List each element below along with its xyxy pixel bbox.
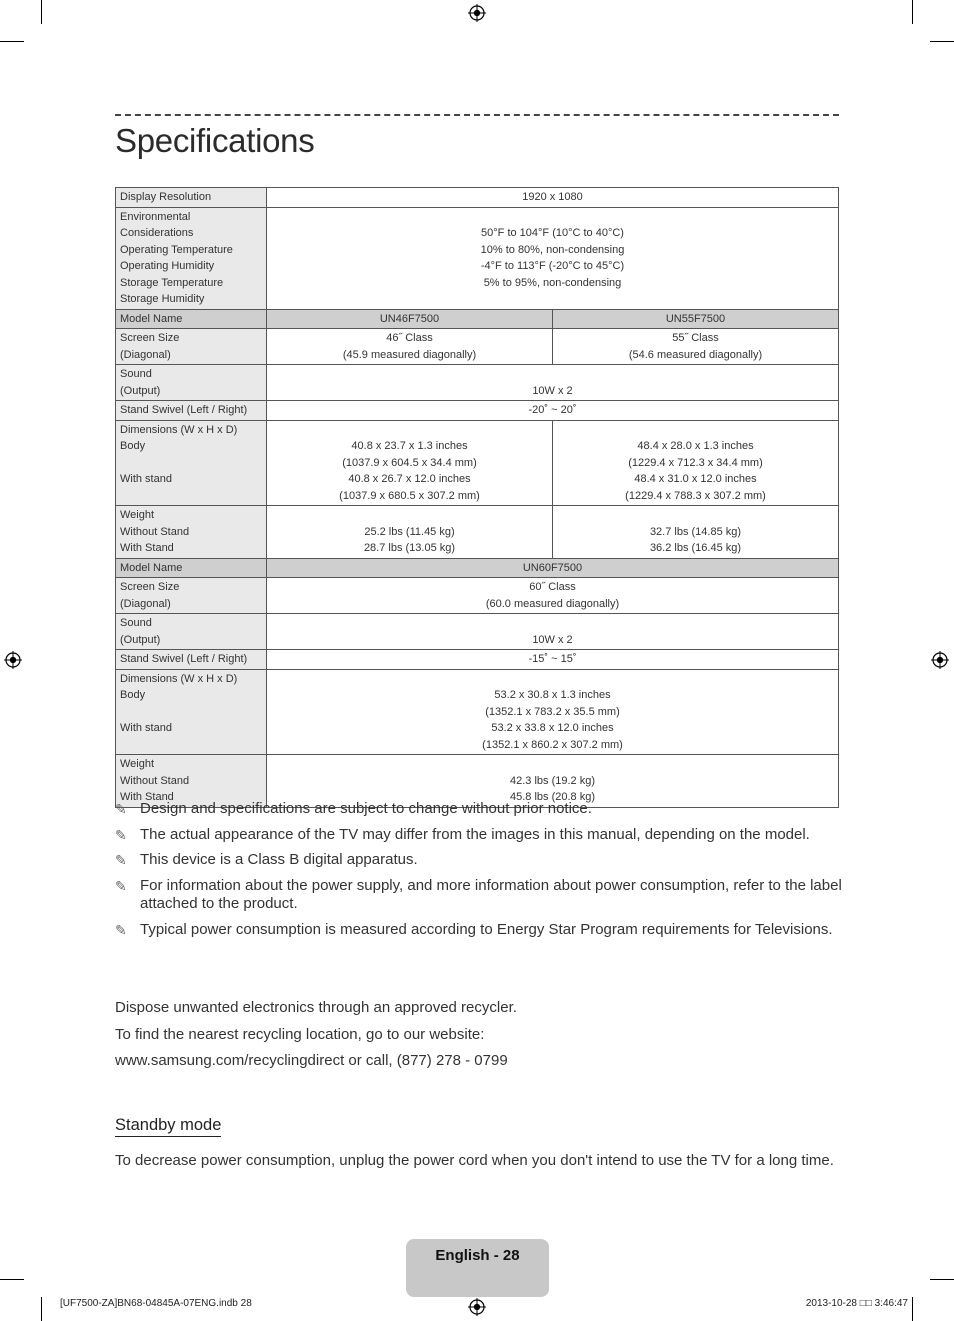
note-text: This device is a Class B digital apparatus. <box>140 851 418 868</box>
registration-mark-icon <box>468 4 486 22</box>
row-value: 60˝ Class (60.0 measured diagonally) <box>267 578 839 614</box>
table-row <box>116 207 839 309</box>
footer-file-info: [UF7500-ZA]BN68-04845A-07ENG.indb 28 <box>60 1298 252 1309</box>
registration-mark-icon <box>4 651 22 669</box>
title-dashed-rule <box>115 114 839 116</box>
note-text: The actual appearance of the TV may differ from the images in this manual, depending on the model. <box>140 825 810 843</box>
row-value: 40.8 x 23.7 x 1.3 inches (1037.9 x 604.5 x 34.4 mm) 40.8 x 26.7 x 12.0 inches (1037.9 x 680.5 x 307.2 mm) <box>267 420 553 506</box>
footer-timestamp: 2013-10-28 □□ 3:46:47 <box>805 1298 908 1309</box>
row-value: 32.7 lbs (14.85 kg) 36.2 lbs (16.45 kg) <box>553 506 839 559</box>
note-text: For information about the power supply, and more information about power consumption, refer to the label attached to the product. <box>140 876 842 912</box>
list-item <box>115 800 845 819</box>
row-value: -20˚ ~ 20˚ <box>267 401 839 421</box>
list-item <box>115 921 845 940</box>
row-label: Screen Size (Diagonal) <box>116 329 267 365</box>
crop-mark <box>41 0 42 24</box>
row-label: Environmental Considerations Operating Temperature Operating Humidity Storage Temperature Storage Humidity <box>116 207 267 309</box>
crop-mark <box>930 1279 954 1280</box>
row-label: Screen Size (Diagonal) <box>116 578 267 614</box>
page-number: English - 28 <box>406 1239 549 1297</box>
pencil-note-icon: ✎ <box>115 921 127 938</box>
table-row <box>116 329 839 365</box>
model-name-row: Model Name UN46F7500 UN55F7500 <box>116 309 839 329</box>
page-title: Specifications <box>115 122 315 159</box>
crop-mark <box>41 1297 42 1321</box>
row-value: 48.4 x 28.0 x 1.3 inches (1229.4 x 712.3 x 34.4 mm) 48.4 x 31.0 x 12.0 inches (1229.4 x 788.3 x 307.2 mm) <box>553 420 839 506</box>
note-text: Design and specifications are subject to change without prior notice. <box>140 800 592 817</box>
registration-mark-icon <box>468 1298 486 1316</box>
list-item <box>115 851 845 870</box>
notes-list <box>115 800 845 946</box>
table-row <box>116 420 839 506</box>
standby-heading: Standby mode <box>115 1116 221 1137</box>
recycle-text: To find the nearest recycling location, go to our website: <box>115 1026 485 1043</box>
row-label: Dimensions (W x H x D) Body With stand <box>116 420 267 506</box>
model-name-row: Model Name UN60F7500 <box>116 558 839 578</box>
row-value: 53.2 x 30.8 x 1.3 inches (1352.1 x 783.2 x 35.5 mm) 53.2 x 33.8 x 12.0 inches (1352.1 x 860.2 x 307.2 mm) <box>267 669 839 755</box>
specifications-table <box>115 187 839 808</box>
pencil-note-icon: ✎ <box>115 826 127 843</box>
pencil-note-icon: ✎ <box>115 852 127 868</box>
row-value: 1920 x 1080 <box>267 188 839 208</box>
recycle-link: www.samsung.com/recyclingdirect or call, (877) 278 - 0799 <box>115 1052 508 1069</box>
table-row <box>116 365 839 401</box>
recycle-text: Dispose unwanted electronics through an approved recycler. <box>115 999 517 1016</box>
row-label: Display Resolution <box>116 188 267 208</box>
standby-text: To decrease power consumption, unplug the power cord when you don't intend to use the TV for a long time. <box>115 1152 834 1169</box>
list-item <box>115 826 845 845</box>
row-label: Weight Without Stand With Stand <box>116 755 267 808</box>
row-value: 10W x 2 <box>267 365 839 401</box>
row-value: 42.3 lbs (19.2 kg) 45.8 lbs (20.8 kg) <box>267 755 839 808</box>
table-row <box>116 188 839 208</box>
table-row <box>116 669 839 755</box>
row-value: 50°F to 104°F (10°C to 40°C) 10% to 80%, non-condensing -4°F to 113°F (-20°C to 45°C) 5% to 95%, non-condensing <box>267 207 839 309</box>
table-row <box>116 401 839 421</box>
row-label: Sound (Output) <box>116 614 267 650</box>
table-row <box>116 578 839 614</box>
pencil-note-icon: ✎ <box>115 877 127 894</box>
row-label: Stand Swivel (Left / Right) <box>116 650 267 670</box>
row-value: 55˝ Class (54.6 measured diagonally) <box>553 329 839 365</box>
row-label: Weight Without Stand With Stand <box>116 506 267 559</box>
registration-mark-icon <box>931 651 949 669</box>
table-row <box>116 506 839 559</box>
crop-mark <box>912 1297 913 1321</box>
row-value: 46˝ Class (45.9 measured diagonally) <box>267 329 553 365</box>
row-label: Sound (Output) <box>116 365 267 401</box>
crop-mark <box>930 41 954 42</box>
row-label: Stand Swivel (Left / Right) <box>116 401 267 421</box>
row-value: -15˚ ~ 15˚ <box>267 650 839 670</box>
pencil-note-icon: ✎ <box>115 801 127 817</box>
crop-mark <box>0 41 24 42</box>
row-value: 10W x 2 <box>267 614 839 650</box>
table-row <box>116 614 839 650</box>
list-item <box>115 877 845 914</box>
note-text: Typical power consumption is measured according to Energy Star Program requirements for Televisions. <box>140 920 833 938</box>
row-label: Dimensions (W x H x D) Body With stand <box>116 669 267 755</box>
crop-mark <box>0 1279 24 1280</box>
row-value: 25.2 lbs (11.45 kg) 28.7 lbs (13.05 kg) <box>267 506 553 559</box>
crop-mark <box>912 0 913 24</box>
table-row <box>116 650 839 670</box>
